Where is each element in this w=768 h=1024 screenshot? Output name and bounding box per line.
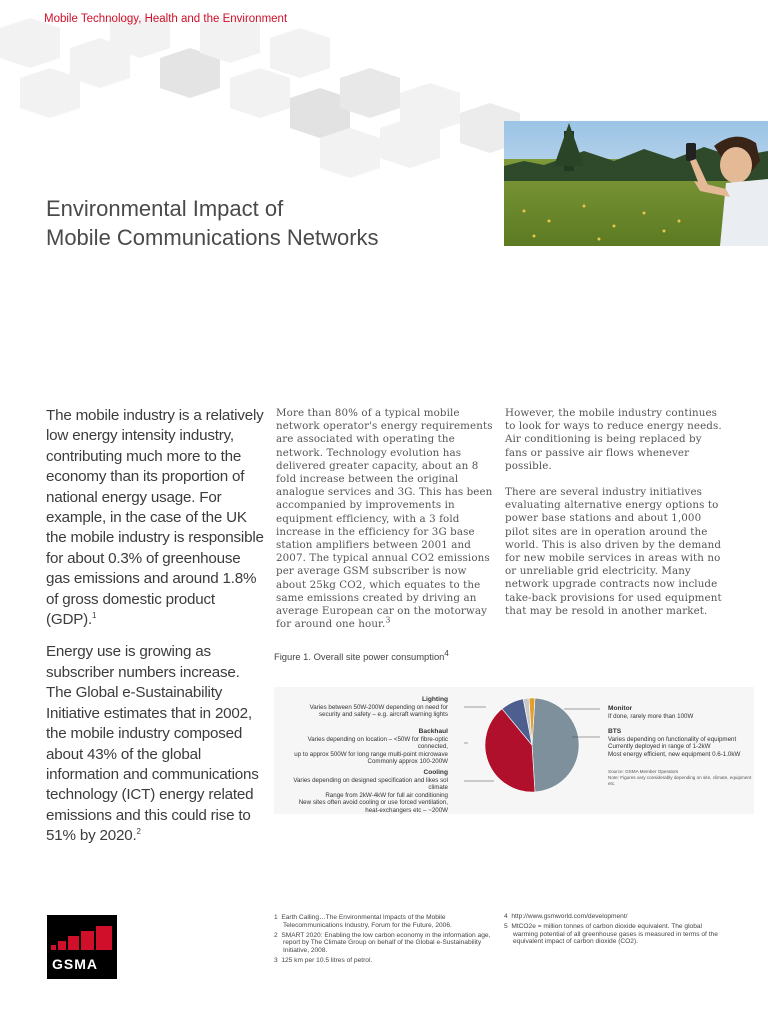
title-line-1: Environmental Impact of [46, 196, 284, 221]
footnote-ref-4: 4 [444, 648, 449, 658]
intro-paragraph-2: Energy use is growing as subscriber numbers increase. The Global e-Sustainability Initiative estimates that in 2002, the mobile industry composed about 43% of the global information and communications technology (ICT) energy related emissions and this could rise to 51% by 2020.$^2$ [46, 643, 259, 845]
body-column-2 [276, 407, 494, 644]
footnote-ref-2: 2 [136, 827, 141, 837]
pie-chart [464, 695, 600, 795]
intro-paragraph-1: The mobile industry is a relatively low energy intensity industry, contributing much more to the economy than its proportion of national energy usage. For example, in the case of the UK the mobile industry is responsible for about 0.3% of greenhouse gas emissions and around 1.8% of gross domestic product (GDP).$^1$ [46, 407, 264, 629]
figure-source-note: Source: GSMA Member Operators Note: Figures vary considerably depending on site, climate, equipment etc. [608, 769, 752, 786]
column3-paragraph-2: There are several industry initiatives evaluating alternative energy options to power base stations and about 1,000 pilot sites are in operation around the world. This is also driven by the demand for new mobile services in areas with no or unreliable grid electricity. Many network upgrade contracts now include take-back provisions for used equipment that may be resold in another market. [505, 486, 722, 617]
annotation-lighting: Lighting Varies between 50W-200W depending on need for security and safety – e.g. aircraft warning lights [309, 696, 448, 719]
annotation-bts: BTS Varies depending on functionality of equipment Currently deployed in range of 1-2kW Most energy efficient, new equipment 0.6-1.0kW [608, 728, 741, 758]
header-label: Mobile Technology, Health and the Environment [44, 13, 288, 25]
figure-caption: Figure 1. Overall site power consumption4 [274, 648, 449, 662]
annotation-backhaul: Backhaul Varies depending on location – <50W for fibre-optic connected, up to approx 500W for long range multi-point microwave Commonly approx 100-200W [294, 728, 448, 766]
footnote-4-link[interactable]: http://www.gsmworld.com/development/ [511, 913, 628, 920]
hero-photo [504, 121, 768, 246]
footnote-3: 3 125 km per 10.5 litres of petrol. [274, 956, 373, 964]
footnotes-right [504, 913, 726, 948]
footnote-ref-1: 1 [92, 611, 97, 620]
annotation-cooling: Cooling Varies depending on designed specification and likes sol climate Range from 2kW-4kW for full air conditioning New sites often avoid cooling or use forced ventilation, heat-exchangers etc – ~200W [293, 769, 448, 814]
footnotes-left [274, 914, 496, 967]
figure-panel [274, 687, 754, 814]
annotation-monitor: Monitor If done, rarely more than 100W [608, 705, 694, 720]
page-title [46, 194, 379, 252]
intro-column [46, 406, 268, 859]
logo-text: GSMA [52, 956, 98, 972]
footnote-ref-3: 3 [385, 615, 391, 625]
column3-paragraph-1: However, the mobile industry continues to look for ways to reduce energy needs. Air conditioning is being replaced by fans or passive air flows whenever possible. [505, 407, 722, 472]
body-column-3 [505, 407, 727, 631]
title-line-2: Mobile Communications Networks [46, 225, 379, 250]
pie-slice-bts [532, 698, 579, 792]
gsma-logo [47, 915, 117, 979]
footnote-4: 4 http://www.gsmworld.com/development/ [504, 913, 628, 920]
hexagon-pattern-background [0, 18, 520, 208]
footnote-1: 1 Earth Calling…The Environmental Impacts of the Mobile Telecommunications Industry, Forum for the Future, 2006. [274, 914, 452, 929]
footnote-5: 5 MtCO2e = million tonnes of carbon dioxide equivalent. The global warming potential of all greenhouse gases is measured in terms of the equivalent impact of carbon dioxide (CO2). [504, 922, 718, 946]
column2-paragraph-1: More than 80% of a typical mobile network operator's energy requirements are associated with operating the network. Technology evolution has delivered greater capacity, about an 8 fold increase between the original analogue services and 3G. This has been accompanied by improvements in equipment efficiency, with a 3 fold increase in the efficiency for 3G base station amplifiers between 2001 and 2007. The typical annual CO2 emissions per average GSM subscriber is now about 25kg CO2, which equates to the same emissions created by driving an average European car on the motorway for around one hour.$^3$ [276, 407, 493, 631]
footnote-2: 2 SMART 2020: Enabling the low carbon economy in the information age, report by The Climate Group on behalf of the Global e-Sustainability Initiative, 2008. [274, 931, 491, 955]
